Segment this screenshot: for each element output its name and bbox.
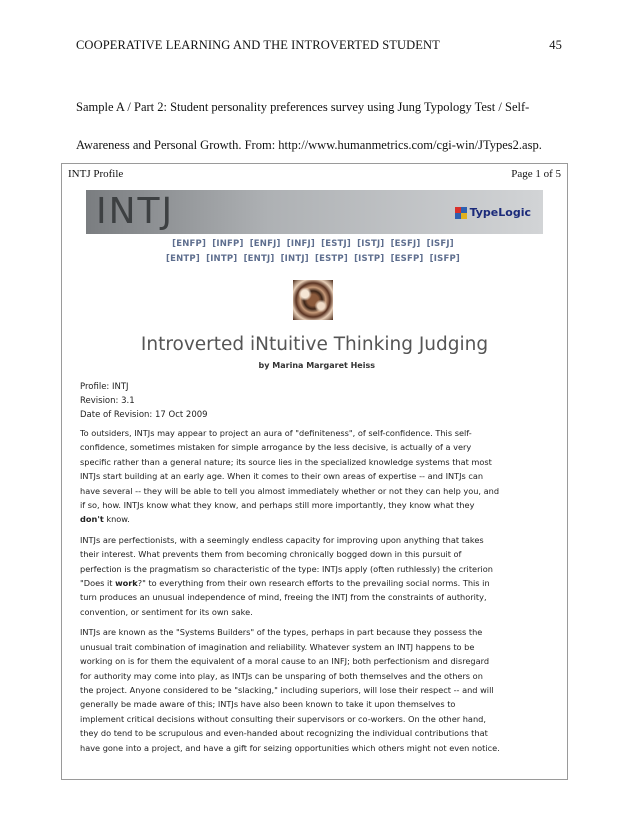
text-line: their interest. What prevents them from becoming chronically bogged down in this pursuit of [80, 549, 462, 560]
type-link[interactable]: [ISTP] [354, 254, 385, 264]
type-nav-row-1 [62, 239, 567, 249]
caption-line-1: Sample A / Part 2: Student personality preferences survey using Jung Typology Test / Self- [76, 100, 530, 114]
type-link[interactable]: [INFP] [212, 239, 244, 249]
paragraph-2 [80, 533, 555, 619]
meta-profile: Profile: INTJ [80, 382, 129, 392]
caption-line-2: Awareness and Personal Growth. From: http://www.humanmetrics.com/cgi-win/JTypes2.asp. [76, 138, 542, 152]
type-link[interactable]: [ESFP] [390, 254, 424, 264]
meta-revision: Revision: 3.1 [80, 396, 135, 406]
text-line: unusual trait combination of imagination and reliability. Whatever system an INTJ happens to be [80, 641, 475, 652]
emphasis: don't [80, 514, 104, 525]
profile-heading: Introverted iNtuitive Thinking Judging [140, 334, 489, 355]
running-head-title: COOPERATIVE LEARNING AND THE INTROVERTED STUDENT [76, 38, 440, 52]
text-line: confidence, sometimes mistaken for simple arrogance by the less decisive, is actually of a very [80, 442, 472, 453]
print-header-page: Page 1 of 5 [511, 168, 561, 180]
text-line: To outsiders, INTJs may appear to project an aura of "definiteness", of self-confidence. This self- [80, 428, 472, 438]
running-head [76, 38, 562, 53]
banner-title: INTJ [96, 191, 175, 232]
text-line: for authority may come into play, as INTJs can be unsparing of both themselves and the others on [80, 670, 483, 681]
text-line: INTJs are perfectionists, with a seemingly endless capacity for improving upon anything that takes [80, 534, 484, 545]
text-run: ?" to everything from their own research efforts to the prevailing social norms. This in [137, 578, 490, 589]
type-link[interactable]: [ENFP] [172, 239, 207, 249]
meta-date: Date of Revision: 17 Oct 2009 [80, 410, 208, 420]
text-line: have gone into a project, and have a gift for seizing opportunities which others might not even notice. [80, 742, 500, 753]
type-link[interactable]: [ENFJ] [249, 239, 281, 249]
type-link[interactable]: [INTJ] [280, 254, 309, 264]
text-line [80, 576, 555, 590]
type-nav-row-2 [62, 254, 567, 264]
emphasis: work [115, 578, 138, 589]
text-line: perfection is the pragmatism so characteristic of the type: INTJs apply (often ruthlessly) the criterion [80, 563, 493, 574]
print-header-title: INTJ Profile [68, 168, 124, 180]
paragraph-1 [80, 426, 555, 527]
embedded-screenshot [61, 163, 568, 780]
text-line: if so, how. INTJs know what they know, and perhaps still more importantly, they know what they [80, 500, 475, 511]
paragraph-3 [80, 625, 555, 755]
text-run: "Does it [80, 578, 116, 589]
brand-name: TypeLogic [469, 206, 531, 219]
type-link[interactable]: [ISFP] [429, 254, 460, 264]
text-line: implement critical decisions without consulting their supervisors or co-workers. On the other hand, [80, 713, 486, 724]
typelogic-icon [455, 207, 467, 219]
author-byline: by Marina Margaret Heiss [258, 361, 375, 370]
profile-meta [80, 380, 208, 422]
type-link[interactable]: [ESTP] [314, 254, 348, 264]
type-link[interactable]: [ESTJ] [321, 239, 351, 249]
text-line: specific rather than a general nature; its source lies in the specialized knowledge systems that most [80, 456, 492, 467]
text-line: INTJs start building at an early age. When it comes to their own areas of expertise -- and INTJs can [80, 471, 484, 482]
type-link[interactable]: [INTP] [206, 254, 238, 264]
text-line: convention, or sentiment for its own sake. [80, 606, 253, 617]
brand-logo[interactable] [455, 206, 531, 219]
text-line: have several -- they will be able to tell you almost immediately whether or not they can help you, and [80, 485, 500, 496]
decorative-pattern-image [293, 280, 333, 320]
text-line: generally be made aware of this; INTJs have also been known to take it upon themselves to [80, 699, 456, 710]
type-link[interactable]: [ISFJ] [426, 239, 454, 249]
text-line: turn produces an unusual independence of mind, freeing the INTJ from the constraints of authority, [80, 592, 487, 603]
print-header [62, 164, 567, 186]
type-link[interactable]: [INFJ] [286, 239, 315, 249]
text-line: they do tend to be scrupulous and even-handed about recognizing the individual contributions that [80, 728, 488, 739]
text-line: the project. Anyone considered to be "slacking," including superiors, will lose their respect -- and will [80, 684, 494, 695]
text-line: working on is for them the equivalent of a moral cause to an INFJ; both perfectionism and disregard [80, 656, 490, 667]
type-banner [86, 190, 543, 234]
page-number: 45 [549, 38, 562, 52]
text-run: know. [103, 514, 130, 525]
type-link[interactable]: [ENTJ] [243, 254, 275, 264]
type-link[interactable]: [ISTJ] [357, 239, 385, 249]
type-link[interactable]: [ENTP] [166, 254, 200, 264]
text-line: INTJs are known as the "Systems Builders" of the types, perhaps in part because they possess the [80, 627, 483, 638]
type-link[interactable]: [ESFJ] [390, 239, 421, 249]
profile-body [80, 426, 555, 761]
text-line [80, 512, 555, 526]
